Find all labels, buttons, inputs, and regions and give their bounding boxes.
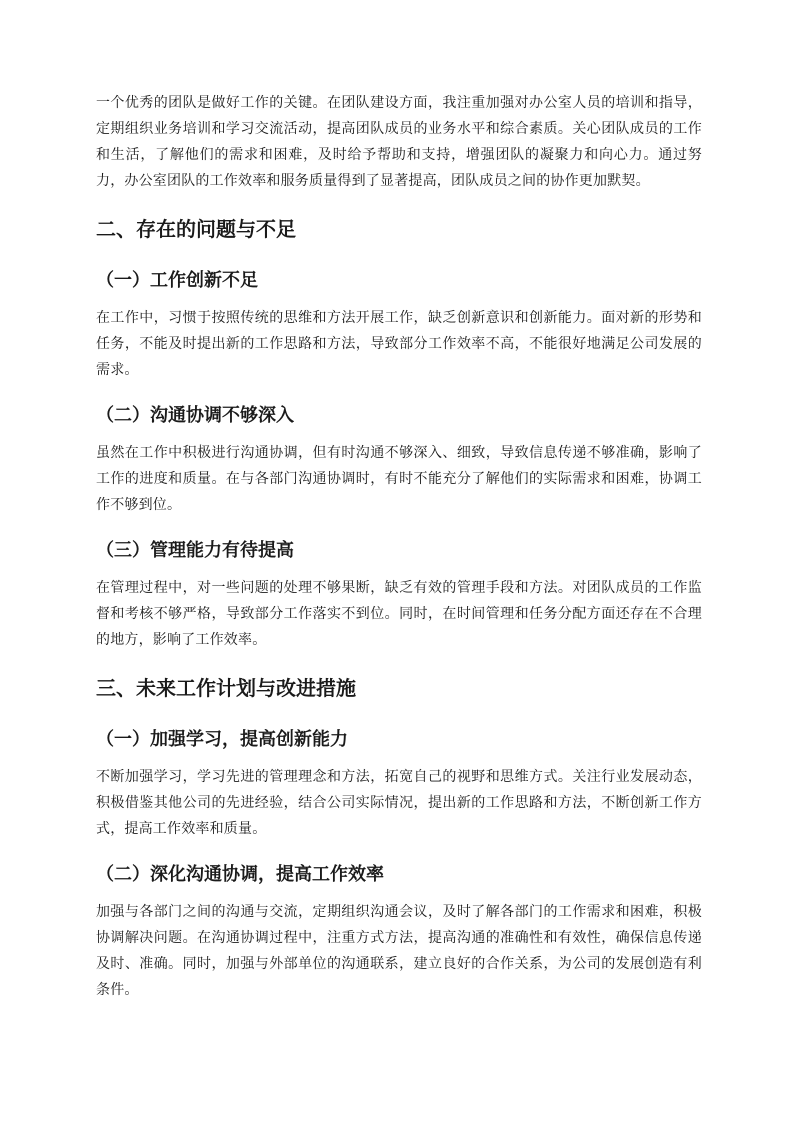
section-two-sub3-body: 在管理过程中，对一些问题的处理不够果断，缺乏有效的管理手段和方法。对团队成员的工作监督和考核不够严格，导致部分工作落实不到位。同时，在时间管理和任务分配方面还存在不合理的地方，影响了工作效率。 <box>96 580 702 648</box>
section-three-sub2-heading: （二）深化沟通协调，提高工作效率 <box>96 864 384 885</box>
section-two-sub1-heading: （一）工作创新不足 <box>96 270 258 291</box>
section-two-heading: 二、存在的问题与不足 <box>96 217 296 241</box>
section-two-sub2-body: 虽然在工作中积极进行沟通协调，但有时沟通不够深入、细致，导致信息传递不够准确，影响了工作的进度和质量。在与各部门沟通协调时，有时不能充分了解他们的实际需求和困难，协调工作不够到位。 <box>96 445 702 513</box>
document-page <box>96 90 702 1003</box>
section-three-sub1-body: 不断加强学习，学习先进的管理理念和方法，拓宽自己的视野和思维方式。关注行业发展动态，积极借鉴其他公司的先进经验，结合公司实际情况，提出新的工作思路和方法，不断创新工作方式，提高工作效率和质量。 <box>96 769 702 837</box>
section-three-sub1-heading: （一）加强学习，提高创新能力 <box>96 729 348 750</box>
section-two-sub2-heading: （二）沟通协调不够深入 <box>96 405 294 426</box>
section-three-sub2-body: 加强与各部门之间的沟通与交流，定期组织沟通会议，及时了解各部门的工作需求和困难，积极协调解决问题。在沟通协调过程中，注重方式方法，提高沟通的准确性和有效性，确保信息传递及时、准确。同时，加强与外部单位的沟通联系，建立良好的合作关系，为公司的发展创造有利条件。 <box>96 904 702 998</box>
intro-paragraph: 一个优秀的团队是做好工作的关键。在团队建设方面，我注重加强对办公室人员的培训和指导，定期组织业务培训和学习交流活动，提高团队成员的业务水平和综合素质。关心团队成员的工作和生活，了解他们的需求和困难，及时给予帮助和支持，增强团队的凝聚力和向心力。通过努力，办公室团队的工作效率和服务质量得到了显著提高，团队成员之间的协作更加默契。 <box>96 95 702 189</box>
section-three-heading: 三、未来工作计划与改进措施 <box>96 676 356 700</box>
section-two-sub3-heading: （三）管理能力有待提高 <box>96 540 294 561</box>
section-two-sub1-body: 在工作中，习惯于按照传统的思维和方法开展工作，缺乏创新意识和创新能力。面对新的形势和任务，不能及时提出新的工作思路和方法，导致部分工作效率不高，不能很好地满足公司发展的需求。 <box>96 310 702 378</box>
